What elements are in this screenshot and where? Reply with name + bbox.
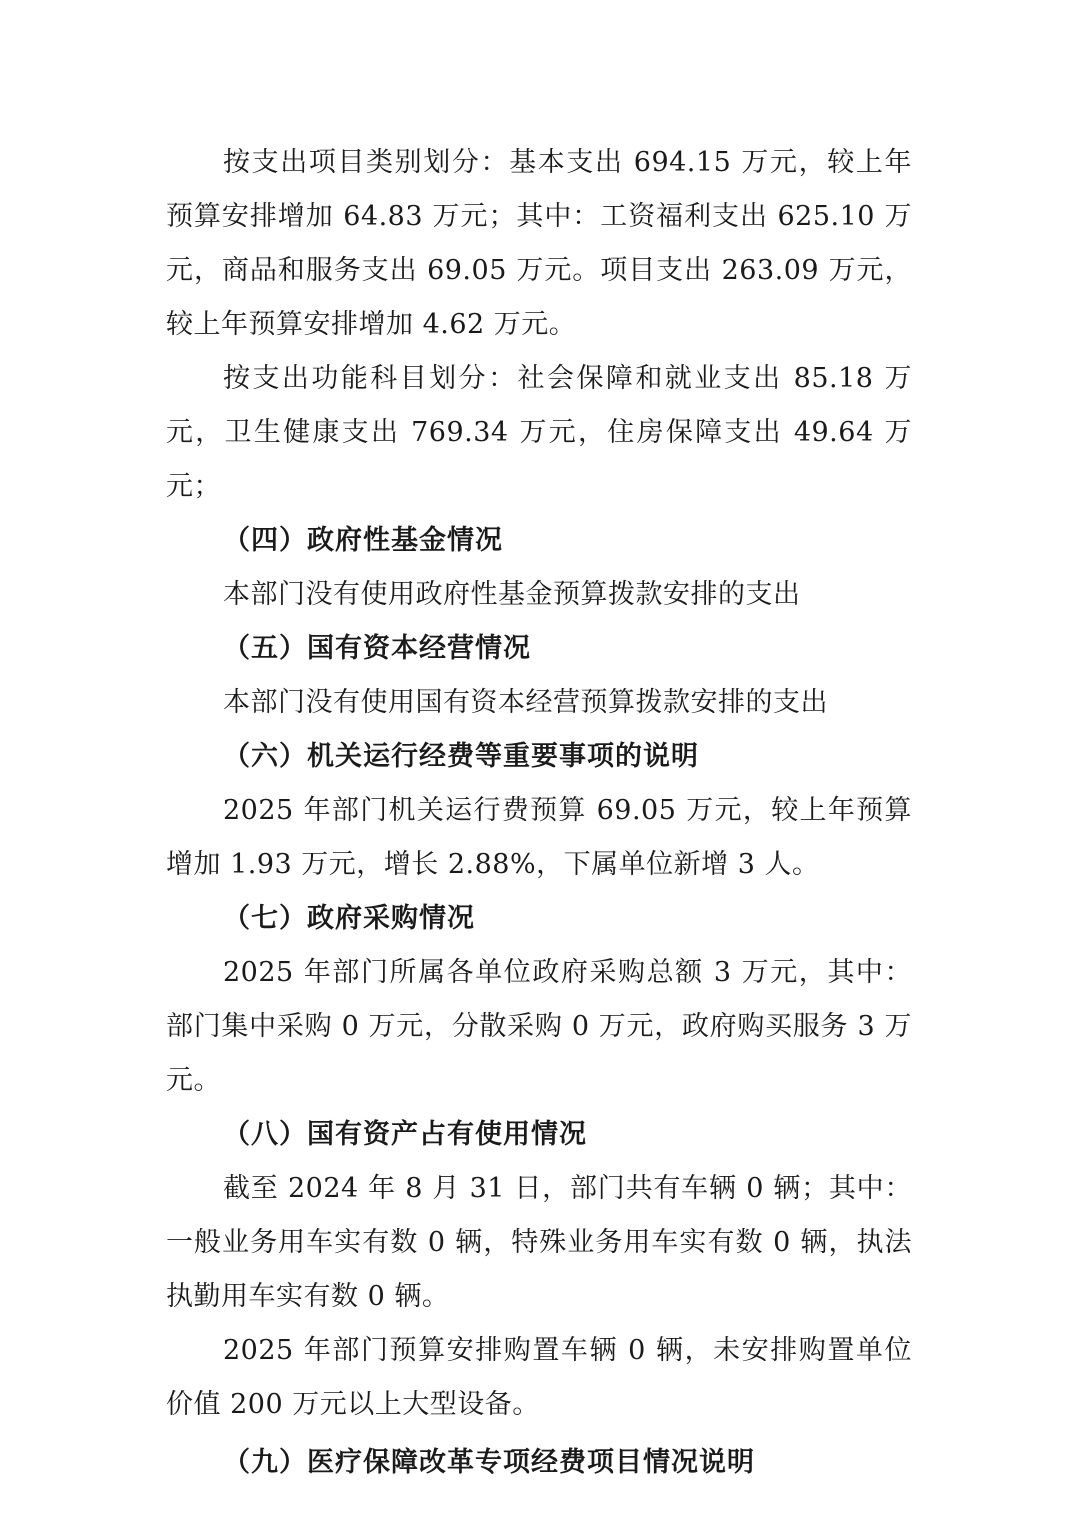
paragraph-state-capital: 本部门没有使用国有资本经营预算拨款安排的支出 — [223, 687, 828, 718]
section-heading-medical-reform: （九）医疗保障改革专项经费项目情况说明 — [223, 1447, 755, 1478]
paragraph-operating-expenses: 2025 年部门机关运行费预算 69.05 万元，较上年预算增加 1.93 万元，增长 2.88%，下属单位新增 3 人。 — [166, 795, 912, 880]
section-heading-operating-expenses: （六）机关运行经费等重要事项的说明 — [223, 741, 699, 772]
paragraph-government-funds: 本部门没有使用政府性基金预算拨款安排的支出 — [223, 579, 801, 610]
paragraph-expenditure-by-function: 按支出功能科目划分：社会保障和就业支出 85.18 万元，卫生健康支出 769.34 万元，住房保障支出 49.64 万元； — [166, 363, 912, 502]
section-heading-state-capital: （五）国有资本经营情况 — [223, 633, 531, 664]
document-body — [166, 136, 912, 1490]
paragraph-expenditure-by-category: 按支出项目类别划分：基本支出 694.15 万元，较上年预算安排增加 64.83 万元；其中：工资福利支出 625.10 万元，商品和服务支出 69.05 万元。项目支出 263.09 万元，较上年预算安排增加 4.62 万元。 — [166, 147, 912, 340]
paragraph-vehicles: 截至 2024 年 8 月 31 日，部门共有车辆 0 辆；其中：一般业务用车实有数 0 辆，特殊业务用车实有数 0 辆，执法执勤用车实有数 0 辆。 — [166, 1173, 912, 1312]
section-heading-government-funds: （四）政府性基金情况 — [223, 525, 503, 556]
section-heading-state-assets: （八）国有资产占有使用情况 — [223, 1119, 587, 1150]
section-heading-procurement: （七）政府采购情况 — [223, 903, 475, 934]
paragraph-procurement: 2025 年部门所属各单位政府采购总额 3 万元，其中：部门集中采购 0 万元，分散采购 0 万元，政府购买服务 3 万元。 — [166, 957, 912, 1096]
paragraph-vehicle-purchase: 2025 年部门预算安排购置车辆 0 辆，未安排购置单位价值 200 万元以上大型设备。 — [166, 1335, 912, 1420]
